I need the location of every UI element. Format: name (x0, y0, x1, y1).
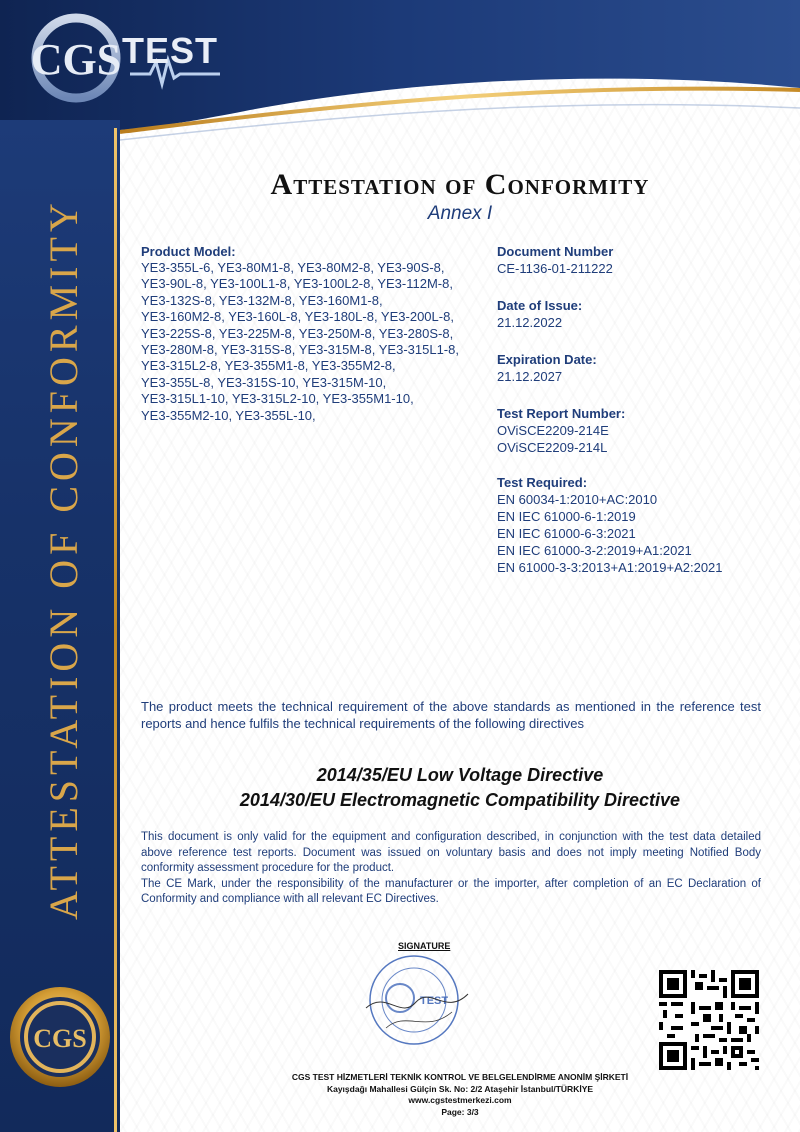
test-standard: EN IEC 61000-6-3:2021 (497, 526, 636, 541)
directive-item: 2014/30/EU Electromagnetic Compatibility Directive (239, 790, 681, 810)
model-line: YE3-355L-8, YE3-315S-10, YE3-315M-10, (141, 374, 387, 390)
disclaimer-paragraph: The CE Mark, under the responsibility of the manufacturer or the importer, after completion of an EC Declaration of Conformity and compliance with all relevant EC Directives. (141, 877, 761, 905)
qr-code (659, 970, 759, 1070)
sidebar-vertical-title: ATTESTATION OF CONFORMITY (41, 198, 86, 920)
test-standard: EN 60034-1:2010+AC:2010 (497, 492, 658, 507)
model-line: YE3-280M-8, YE3-315S-8, YE3-315M-8, YE3-315L1-8, (141, 342, 459, 358)
model-line: YE3-160M2-8, YE3-160L-8, YE3-180L-8, YE3-200L-8, (141, 309, 454, 325)
document-number-value: CE-1136-01-211222 (497, 261, 613, 276)
model-line: YE3-225S-8, YE3-225M-8, YE3-250M-8, YE3-280S-8, (141, 325, 454, 341)
signature-stamp (356, 950, 476, 1050)
product-model-section (141, 243, 481, 424)
page-subtitle: Annex I (427, 203, 493, 224)
conformity-statement: The product meets the technical requirement of the above standards as mentioned in the reference test reports and hence fulfils the technical requirements of the following directives (141, 699, 761, 731)
svg-text:TEST: TEST (420, 995, 449, 1007)
product-model-list (141, 260, 481, 424)
model-line: YE3-90L-8, YE3-100L1-8, YE3-100L2-8, YE3-112M-8, (141, 276, 453, 292)
signature-label: SIGNATURE (398, 941, 451, 951)
model-line: YE3-315L1-10, YE3-315L2-10, YE3-355M1-10, (141, 391, 414, 407)
expiration-date-label: Expiration Date: (497, 352, 597, 367)
disclaimer (141, 830, 761, 908)
disclaimer-paragraph: This document is only valid for the equipment and configuration described, in conjunction with the test data detailed above reference test reports. Document was issued on voluntary basis and does not imply meeting Notified Body conformity assessment procedure for the product. (141, 831, 761, 874)
footer-page-number: Page: 3/3 (441, 1106, 479, 1117)
test-standard: EN 61000-3-3:2013+A1:2019+A2:2021 (497, 560, 723, 575)
date-of-issue-label: Date of Issue: (497, 298, 583, 313)
product-model-label: Product Model: (141, 244, 236, 259)
logo-word-test: TEST (122, 30, 219, 71)
model-line: YE3-315L2-8, YE3-355M1-8, YE3-355M2-8, (141, 358, 396, 374)
footer-website: www.cgstestmerkezi.com (408, 1095, 512, 1105)
directive-item: 2014/35/EU Low Voltage Directive (316, 765, 604, 785)
test-report-label: Test Report Number: (497, 406, 626, 421)
test-standard: EN IEC 61000-3-2:2019+A1:2021 (497, 543, 692, 558)
document-number-label: Document Number (497, 244, 614, 259)
footer-address: Kayışdağı Mahallesi Gülçin Sk. No: 2/2 Ataşehir İstanbul/TÜRKİYE (326, 1083, 594, 1094)
svg-text:CGS: CGS (33, 1024, 87, 1053)
date-of-issue-value: 21.12.2022 (497, 315, 563, 330)
cgs-gold-seal (8, 985, 112, 1089)
test-report-value: OViSCE2209-214L (497, 440, 608, 455)
footer (120, 1072, 800, 1118)
document-details (497, 243, 777, 596)
test-report-value: OViSCE2209-214E (497, 423, 609, 438)
model-line: YE3-355M2-10, YE3-355L-10, (141, 407, 316, 423)
test-standard: EN IEC 61000-6-1:2019 (497, 509, 636, 524)
footer-company: CGS TEST HİZMETLERİ TEKNİK KONTROL VE BELGELENDİRME ANONİM ŞİRKETİ (291, 1072, 629, 1082)
model-line: YE3-132S-8, YE3-132M-8, YE3-160M1-8, (141, 292, 383, 308)
svg-text:CGS: CGS (30, 35, 122, 84)
page-title: Attestation of Conformity (270, 168, 650, 201)
model-line: YE3-355L-6, YE3-80M1-8, YE3-80M2-8, YE3-90S-8, (141, 260, 445, 275)
tests-required-label: Test Required: (497, 475, 588, 490)
sidebar-gold-stripe (114, 128, 117, 1132)
expiration-date-value: 21.12.2027 (497, 369, 563, 384)
directives-list (120, 763, 800, 813)
